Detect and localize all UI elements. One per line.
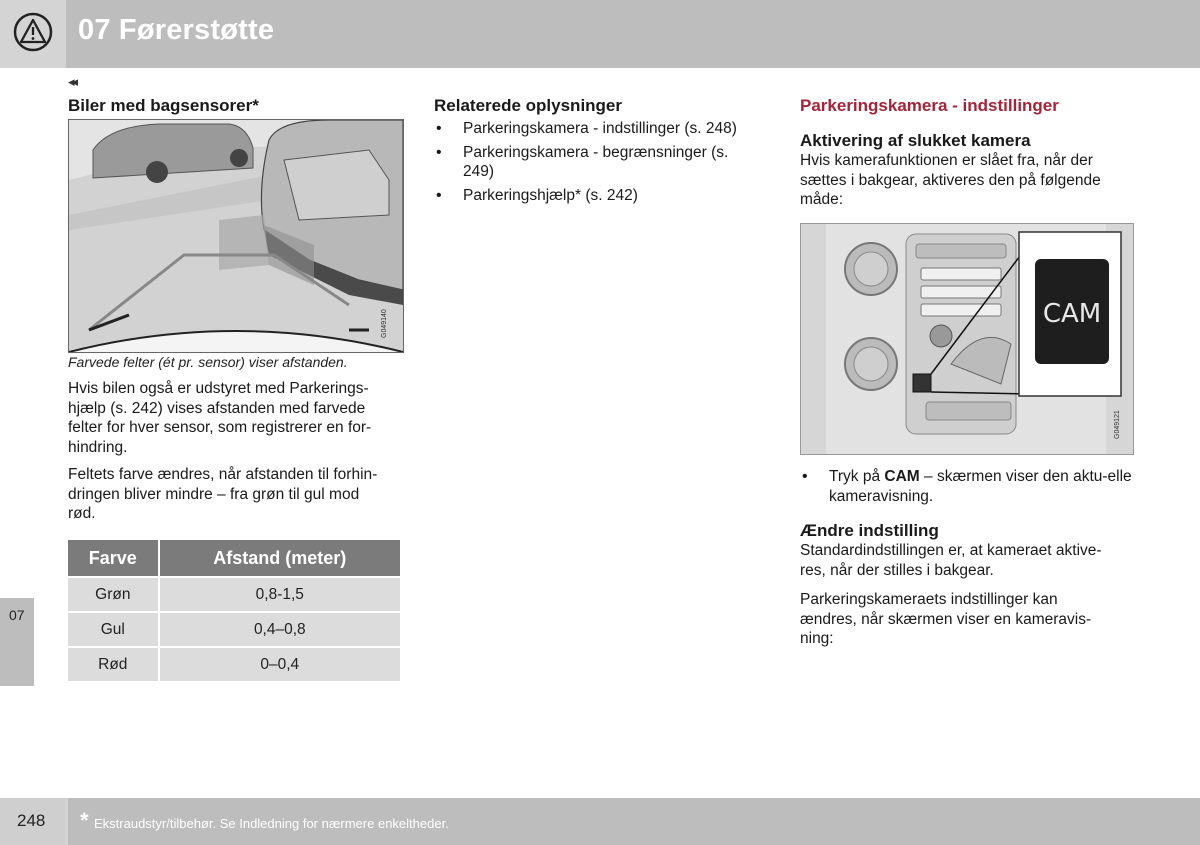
figure-caption: Farvede felter (ét pr. sensor) viser afstanden. [68, 354, 348, 370]
table-cell: Grøn [68, 577, 159, 612]
column-1 [68, 96, 403, 116]
figure-code: G049140 [381, 309, 388, 338]
table-header-distance: Afstand (meter) [159, 540, 400, 577]
section-heading-rear-sensors: Biler med bagsensorer* [68, 96, 259, 115]
related-link[interactable]: • Parkeringskamera - begrænsninger (s. 249) [434, 143, 733, 182]
column-3 [800, 96, 1135, 210]
paragraph-color-change: Feltets farve ændres, når afstanden til forhin-dringen bliver mindre – fra grøn til gul mod rød. [68, 466, 378, 522]
section-heading-related-info: Relaterede oplysninger [434, 96, 623, 115]
table-cell: Rød [68, 647, 159, 681]
paragraph-parking-aid: Hvis bilen også er udstyret med Parkerings-hjælp (s. 242) vises afstanden med farvede felter for hver sensor, som registrerer en for-hindring. [68, 380, 372, 456]
table-cell: 0,4–0,8 [159, 612, 400, 647]
footnote-text: Ekstraudstyr/tilbehør. Se Indledning for nærmere enkeltheder. [94, 816, 449, 831]
side-tab-label: 07 [9, 607, 25, 623]
subheading-activate-camera: Aktivering af slukket kamera [800, 131, 1031, 150]
paragraph-default-setting: Standardindstillingen er, at kameraet aktive-res, når der stilles i bakgear. [800, 542, 1102, 579]
header-icon-box [0, 0, 66, 68]
table-cell: Gul [68, 612, 159, 647]
table-row [68, 577, 400, 612]
table-header-row [68, 540, 400, 577]
table-header-color: Farve [68, 540, 159, 577]
table-cell: 0–0,4 [159, 647, 400, 681]
cam-button-label: CAM [1042, 299, 1102, 329]
table-row [68, 612, 400, 647]
page-number: 248 [17, 811, 46, 830]
table-row [68, 647, 400, 681]
related-link[interactable]: • Parkeringskamera - indstillinger (s. 248) [434, 119, 764, 139]
related-links-list [434, 119, 764, 205]
paragraph-settings-change: Parkeringskameraets indstillinger kan ændres, når skærmen viser en kameravis-ning: [800, 591, 1092, 647]
distance-table [68, 540, 400, 681]
instruction-rest: – skærmen viser den aktu-elle kameravisning. [829, 468, 1132, 505]
chapter-title: 07 Førerstøtte [78, 14, 275, 46]
rear-sensor-illustration [68, 119, 404, 353]
rear-sensor-drawing [69, 120, 403, 352]
warning-triangle-icon [13, 12, 53, 52]
subheading-change-setting: Ændre indstilling [800, 521, 939, 540]
instruction-cam-bold: CAM [884, 468, 920, 485]
related-link[interactable]: • Parkeringshjælp* (s. 242) [434, 186, 764, 206]
page-number-box [0, 798, 66, 845]
column-2 [434, 96, 764, 209]
footnote-star: * [80, 808, 89, 833]
cam-button-illustration [800, 223, 1134, 455]
paragraph-activation: Hvis kamerafunktionen er slået fra, når der sættes i bakgear, aktiveres den på følgende måde: [800, 152, 1101, 208]
center-console-drawing [801, 224, 1133, 454]
figure-code: G049121 [1114, 410, 1121, 439]
chapter-side-tab [0, 598, 34, 686]
section-title-camera-settings: Parkeringskamera - indstillinger [800, 96, 1059, 115]
table-cell: 0,8-1,5 [159, 577, 400, 612]
instruction-prefix: Tryk på [829, 468, 885, 485]
instruction-list [800, 467, 1135, 506]
column-3-lower [800, 467, 1135, 649]
instruction-item [800, 467, 1135, 506]
back-arrows-icon[interactable]: ◂◂ [68, 74, 76, 89]
page-header [0, 0, 1200, 68]
